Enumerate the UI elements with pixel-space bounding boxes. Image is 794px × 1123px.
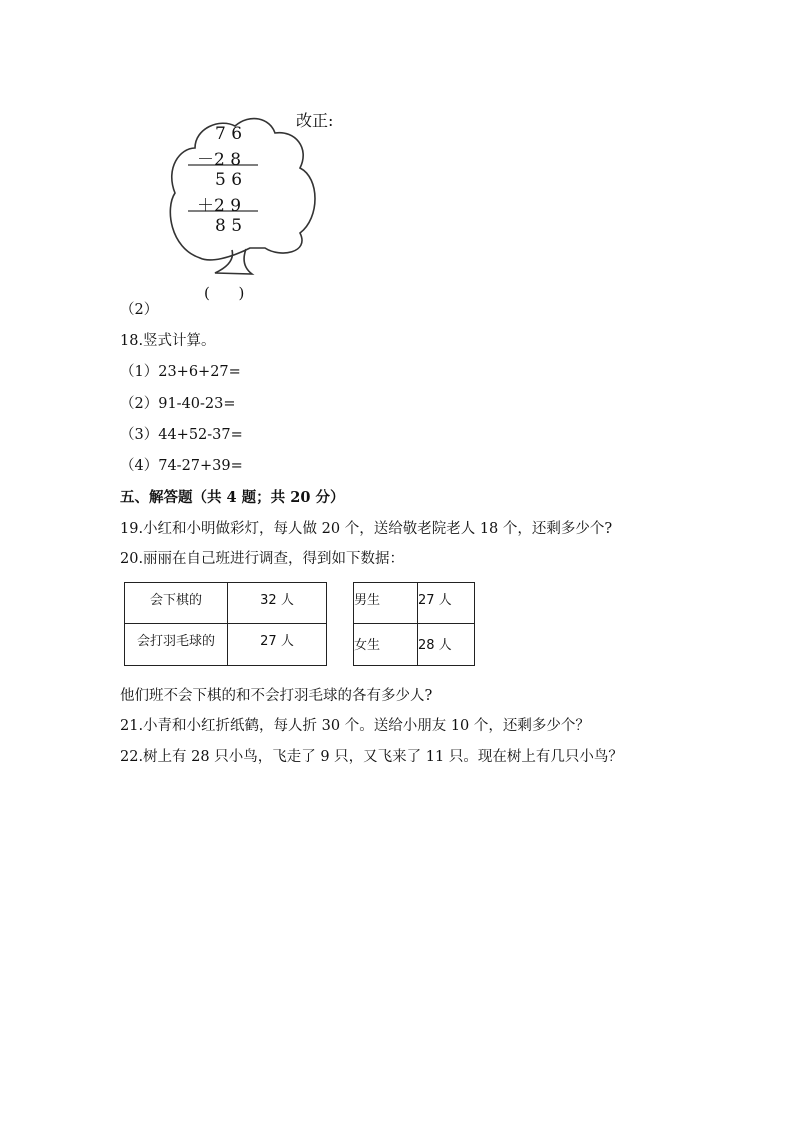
table-hobbies xyxy=(124,582,327,666)
table-row xyxy=(125,583,327,624)
question-18-1: （1）23+6+27= xyxy=(120,364,241,380)
question-20-followup: 他们班不会下棋的和不会打羽毛球的各有多少人? xyxy=(120,688,433,704)
tree-answer-paren: ( ) xyxy=(204,284,245,302)
table-row xyxy=(125,624,327,666)
tree-row-4: ＋2 9 xyxy=(197,196,242,216)
table-cell: 27 人 xyxy=(260,634,294,649)
table-cell: 会打羽毛球的 xyxy=(136,634,215,649)
tree-figure xyxy=(160,108,360,308)
tree-row-3: 5 6 xyxy=(215,170,243,190)
table-cell: 28 人 xyxy=(418,638,452,653)
table-row xyxy=(354,624,475,666)
table-cell: 32 人 xyxy=(260,593,294,608)
question-21: 21.小青和小红折纸鹤，每人折 30 个。送给小朋友 10 个，还剩多少个？ xyxy=(120,718,590,734)
question-18-2: （2）91-40-23= xyxy=(120,396,236,412)
tree-row-1: 7 6 xyxy=(215,124,243,144)
question-18-4: （4）74-27+39= xyxy=(120,458,243,474)
table-cell: 女生 xyxy=(354,638,381,653)
question-18-3: （3）44+52-37= xyxy=(120,427,243,443)
tree-outline-icon xyxy=(160,108,360,308)
question-22: 22.树上有 28 只小鸟，飞走了 9 只，又飞来了 11 只。现在树上有几只小鸟？ xyxy=(120,749,623,765)
table-cell: 27 人 xyxy=(418,593,452,608)
question-19: 19.小红和小明做彩灯，每人做 20 个，送给敬老院老人 18 个，还剩多少个? xyxy=(120,521,613,537)
table-cell: 会下棋的 xyxy=(149,593,202,608)
section-5-heading: 五、解答题（共 4 题；共 20 分） xyxy=(120,489,345,506)
correction-label: 改正: xyxy=(296,111,334,130)
question-18: 18.竖式计算。 xyxy=(120,333,216,349)
table-gender xyxy=(353,582,475,666)
table-row xyxy=(354,583,475,624)
sub-question-2: （2） xyxy=(120,302,159,318)
tree-row-5: 8 5 xyxy=(215,216,243,236)
table-cell: 男生 xyxy=(354,593,381,608)
tree-row-2: －2 8 xyxy=(197,150,242,170)
question-20: 20.丽丽在自己班进行调查，得到如下数据： xyxy=(120,551,405,567)
